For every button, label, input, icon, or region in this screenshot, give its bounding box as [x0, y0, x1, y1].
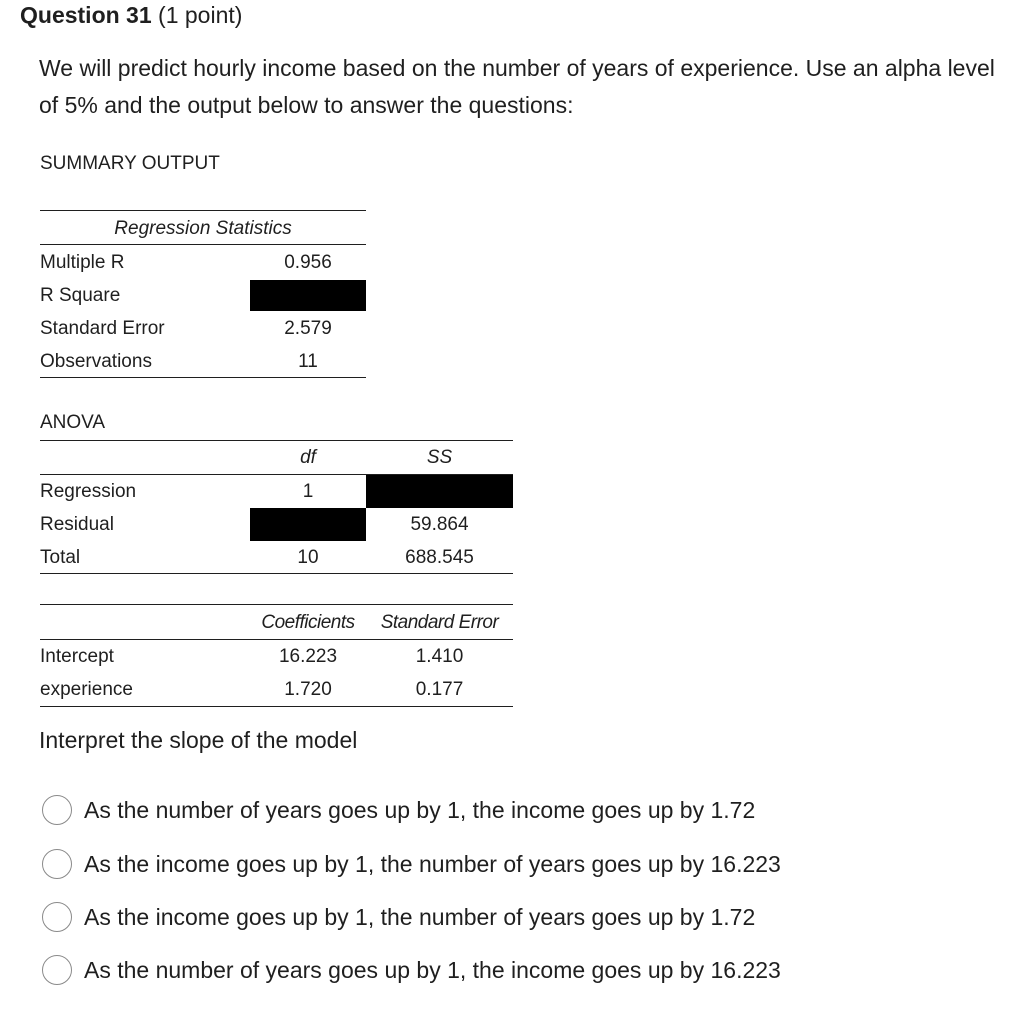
- table-rule: [40, 244, 366, 245]
- answer-option-label[interactable]: As the income goes up by 1, the number of years goes up by 16.223: [84, 851, 781, 877]
- stat-value-multiple-r: 0.956: [284, 252, 332, 273]
- coef-label-experience: experience: [40, 679, 133, 700]
- radio-button[interactable]: [42, 849, 72, 879]
- coefficients-table: [40, 604, 514, 710]
- coef-header-standard-error: Standard Error: [380, 612, 499, 633]
- table-rule: [40, 377, 366, 378]
- table-rule: [40, 706, 513, 707]
- anova-label-regression: Regression: [40, 481, 137, 502]
- stat-value-observations: 11: [298, 351, 318, 372]
- answer-option-4[interactable]: [42, 952, 781, 988]
- redacted-df-residual: [250, 508, 366, 541]
- anova-ss-residual: 59.864: [410, 514, 469, 535]
- redacted-r-square: [250, 280, 366, 311]
- anova-table: [40, 440, 514, 576]
- question-points: (1 point): [158, 2, 243, 28]
- table-rule: [40, 440, 513, 441]
- answer-option-3[interactable]: [42, 899, 755, 935]
- question-header: [20, 0, 242, 30]
- anova-df-total: 10: [297, 547, 319, 568]
- radio-button[interactable]: [42, 795, 72, 825]
- stat-label-multiple-r: Multiple R: [40, 252, 125, 273]
- anova-ss-total: 688.545: [405, 547, 474, 568]
- coef-label-intercept: Intercept: [40, 646, 114, 667]
- answer-option-1[interactable]: [42, 792, 755, 828]
- anova-label-residual: Residual: [40, 514, 114, 535]
- table-rule: [40, 604, 513, 605]
- slope-prompt: Interpret the slope of the model: [39, 727, 358, 753]
- answer-option-label[interactable]: As the income goes up by 1, the number of years goes up by 1.72: [84, 904, 756, 930]
- coef-header-coefficients: Coefficients: [261, 612, 355, 633]
- summary-output-title: SUMMARY OUTPUT: [40, 153, 220, 174]
- coef-value-experience: 1.720: [284, 679, 332, 700]
- radio-button[interactable]: [42, 955, 72, 985]
- regression-statistics-header: Regression Statistics: [114, 218, 292, 239]
- table-rule: [40, 210, 366, 211]
- answer-option-label[interactable]: As the number of years goes up by 1, the income goes up by 1.72: [84, 797, 756, 823]
- anova-header-ss: SS: [426, 447, 453, 468]
- anova-title: ANOVA: [40, 412, 106, 433]
- question-text: We will predict hourly income based on the number of years of experience. Use an alpha level of 5% and the output below to answer the questions:: [39, 55, 995, 118]
- table-rule: [40, 573, 513, 574]
- regression-statistics-table: [40, 210, 370, 380]
- answer-option-label[interactable]: As the number of years goes up by 1, the income goes up by 16.223: [84, 957, 781, 983]
- redacted-ss-regression: [366, 475, 513, 508]
- radio-button[interactable]: [42, 902, 72, 932]
- coef-se-experience: 0.177: [415, 679, 464, 700]
- stat-label-standard-error: Standard Error: [40, 318, 165, 339]
- table-rule: [40, 639, 513, 640]
- stat-value-standard-error: 2.579: [284, 318, 332, 339]
- question-title: Question 31: [20, 2, 152, 28]
- answer-option-2[interactable]: [42, 846, 781, 882]
- anova-header-df: df: [300, 447, 316, 468]
- anova-df-regression: 1: [302, 481, 314, 502]
- coef-value-intercept: 16.223: [278, 646, 338, 667]
- anova-label-total: Total: [40, 547, 81, 568]
- coef-se-intercept: 1.410: [415, 646, 464, 667]
- stat-label-r-square: R Square: [40, 285, 121, 306]
- stat-label-observations: Observations: [40, 351, 152, 372]
